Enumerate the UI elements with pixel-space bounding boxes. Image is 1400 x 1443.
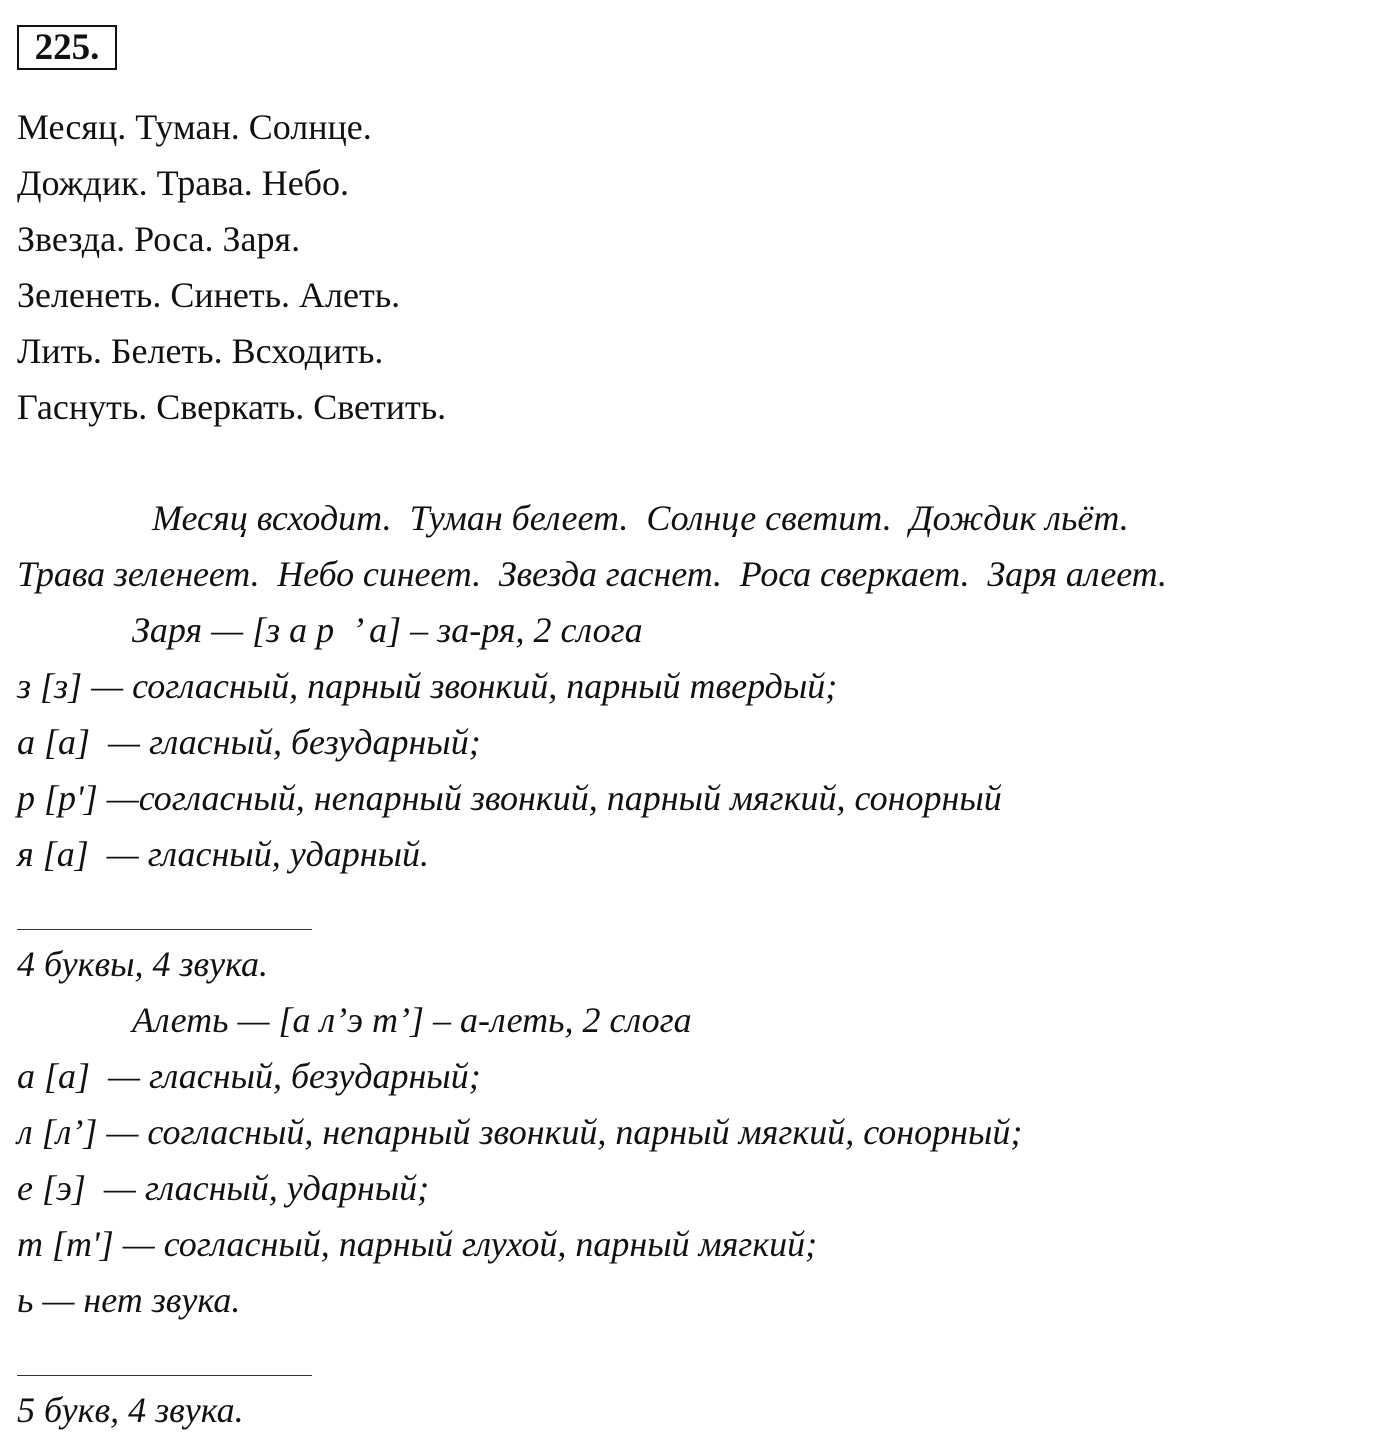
analysis-2-heading: Алеть — [а л’э т’] – а-леть, 2 слога (132, 1000, 692, 1040)
analysis-2-line-1: а [а] — гласный, безударный; (17, 1056, 481, 1096)
sentence-line-2: Трава зеленеет. Небо синеет. Звезда гаснет. Роса сверкает. Заря алеет. (17, 554, 1167, 594)
analysis-2-summary: 5 букв, 4 звука. (17, 1390, 244, 1430)
word-line-2: Дождик. Трава. Небо. (17, 163, 349, 203)
sentence-line-1: Месяц всходит. Туман белеет. Солнце светит. Дождик льёт. (152, 498, 1129, 538)
word-line-6: Гаснуть. Сверкать. Светить. (17, 387, 447, 427)
analysis-2-line-4: т [т'] — согласный, парный глухой, парный мягкий; (17, 1224, 818, 1264)
analysis-1-line-3: р [р'] —согласный, непарный звонкий, парный мягкий, сонорный (17, 778, 1002, 818)
word-line-3: Звезда. Роса. Заря. (17, 219, 301, 259)
word-line-1: Месяц. Туман. Солнце. (17, 107, 372, 147)
analysis-2-line-2: л [л’] — согласный, непарный звонкий, парный мягкий, сонорный; (17, 1112, 1023, 1152)
analysis-1-heading: Заря — [з а р ’ а] – за-ря, 2 слога (132, 610, 643, 650)
word-line-5: Лить. Белеть. Всходить. (17, 331, 384, 371)
word-line-4: Зеленеть. Синеть. Алеть. (17, 275, 401, 315)
summary-divider-1 (17, 929, 312, 930)
analysis-1-line-4: я [а] — гласный, ударный. (17, 834, 430, 874)
analysis-1-line-2: а [а] — гласный, безударный; (17, 722, 481, 762)
exercise-number: 225. (17, 25, 117, 70)
analysis-1-line-1: з [з] — согласный, парный звонкий, парный твердый; (17, 666, 838, 706)
summary-divider-2 (17, 1375, 312, 1376)
analysis-2-line-5: ь — нет звука. (17, 1280, 241, 1320)
analysis-1-summary: 4 буквы, 4 звука. (17, 944, 269, 984)
analysis-2-line-3: е [э] — гласный, ударный; (17, 1168, 430, 1208)
